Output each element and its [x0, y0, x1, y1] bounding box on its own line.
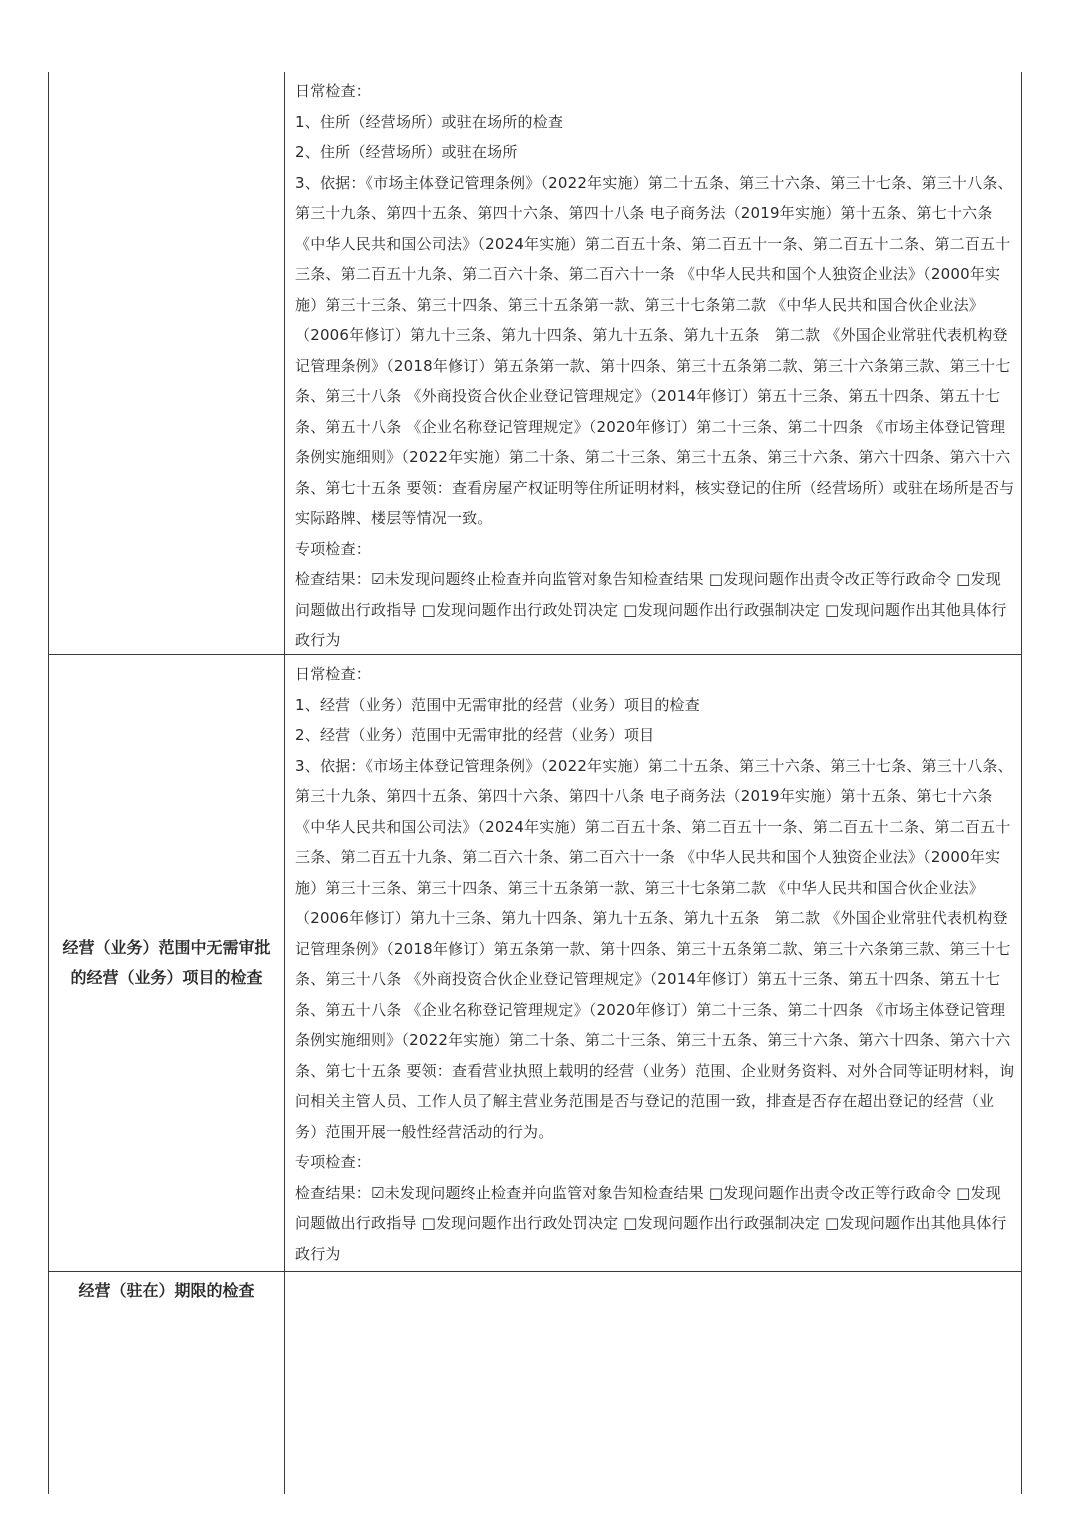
special-check-title: 专项检查： — [295, 1153, 372, 1171]
check-result — [295, 564, 1015, 656]
special-check-title: 专项检查： — [295, 539, 372, 558]
checked-box-icon: ☑ — [371, 1183, 385, 1202]
result-options: 未发现问题终止检查并向监管对象告知检查结果 □发现问题作出责令改正等行政命令 □发现问题做出行政指导 □发现问题作出行政处罚决定 □发现问题作出行政强制决定 □发现问题作出其他具体行政行为 — [295, 1183, 1007, 1263]
inspection-table — [48, 72, 1022, 1494]
row-label: 经营（业务）范围中无需审批的经营（业务）项目的检查 — [49, 655, 285, 1271]
check-item: 2、住所（经营场所）或驻在场所 — [295, 143, 518, 161]
table-row — [49, 1272, 1021, 1494]
result-prefix: 检查结果： — [295, 570, 372, 588]
legal-basis: 3、依据：《市场主体登记管理条例》（2022年实施）第二十五条、第三十六条、第三十七条、第三十八条、第三十九条、第四十五条、第四十六条、第四十八条 电子商务法（2019年实施）第十五条、第七十六条 《中华人民共和国公司法》（2024年实施）第二百五十条、第二百五十一条、第二百五十二条、第二百五十三条、第二百五十九条、第二百六十条、第二百六十一条 《中华人民共和国个人独资企业法》（2000年实施）第三十三条、第三十四条、第三十五条第一款、第三十七条第二款 《中华人民共和国合伙企业法》（2006年修订）第九十三条、第九十四条、第九十五条、第九十五条 第二款 《外国企业常驻代表机构登记管理条例》（2018年修订）第五条第一款、第十四条、第三十五条第二款、第三十六条第三款、第三十七条、第三十八条 《外商投资合伙企业登记管理规定》（2014年修订）第五十三条、第五十四条、第五十七条、第五十八条 《企业名称登记管理规定》（2020年修订）第二十三条、第二十四条 《市场主体登记管理条例实施细则》（2022年实施）第二十条、第二十三条、第三十五条、第三十六条、第六十四条、第六十六条、第七十五条 要领：查看房屋产权证明等住所证明材料，核实登记的住所（经营场所）或驻在场所是否与实际路牌、楼层等情况一致。 — [295, 173, 1015, 527]
check-item: 1、经营（业务）范围中无需审批的经营（业务）项目的检查 — [295, 695, 700, 714]
row-label — [49, 72, 285, 654]
check-item: 1、住所（经营场所）或驻在场所的检查 — [295, 112, 564, 131]
daily-check-title: 日常检查： — [295, 82, 372, 100]
checked-box-icon: ☑ — [371, 570, 385, 588]
row-content — [285, 72, 1021, 654]
table-row — [49, 655, 1021, 1272]
daily-check-title: 日常检查： — [295, 665, 372, 683]
result-prefix: 检查结果： — [295, 1183, 372, 1202]
row-content — [285, 655, 1021, 1271]
check-item: 2、经营（业务）范围中无需审批的经营（业务）项目 — [295, 726, 655, 744]
row-content-empty — [285, 1272, 1021, 1494]
legal-basis: 3、依据：《市场主体登记管理条例》（2022年实施）第二十五条、第三十六条、第三十七条、第三十八条、第三十九条、第四十五条、第四十六条、第四十八条 电子商务法（2019年实施）第十五条、第七十六条 《中华人民共和国公司法》（2024年实施）第二百五十条、第二百五十一条、第二百五十二条、第二百五十三条、第二百五十九条、第二百六十条、第二百六十一条 《中华人民共和国个人独资企业法》（2000年实施）第三十三条、第三十四条、第三十五条第一款、第三十七条第二款 《中华人民共和国合伙企业法》（2006年修订）第九十三条、第九十四条、第九十五条、第九十五条 第二款 《外国企业常驻代表机构登记管理条例》（2018年修订）第五条第一款、第十四条、第三十五条第二款、第三十六条第三款、第三十七条、第三十八条 《外商投资合伙企业登记管理规定》（2014年修订）第五十三条、第五十四条、第五十七条、第五十八条 《企业名称登记管理规定》（2020年修订）第二十三条、第二十四条 《市场主体登记管理条例实施细则》（2022年实施）第二十条、第二十三条、第三十五条、第三十六条、第六十四条、第六十六条、第七十五条 要领：查看营业执照上载明的经营（业务）范围、企业财务资料、对外合同等证明材料，询问相关主管人员、工作人员了解主营业务范围是否与登记的范围一致，排查是否存在超出登记的经营（业务）范围开展一般性经营活动的行为。 — [295, 756, 1015, 1141]
result-options: 未发现问题终止检查并向监管对象告知检查结果 □发现问题作出责令改正等行政命令 □发现问题做出行政指导 □发现问题作出行政处罚决定 □发现问题作出行政强制决定 □发现问题作出其他具体行政行为 — [295, 570, 1007, 649]
table-row — [49, 72, 1021, 655]
check-result — [295, 1178, 1015, 1270]
row-label: 经营（驻在）期限的检查 — [49, 1272, 285, 1494]
